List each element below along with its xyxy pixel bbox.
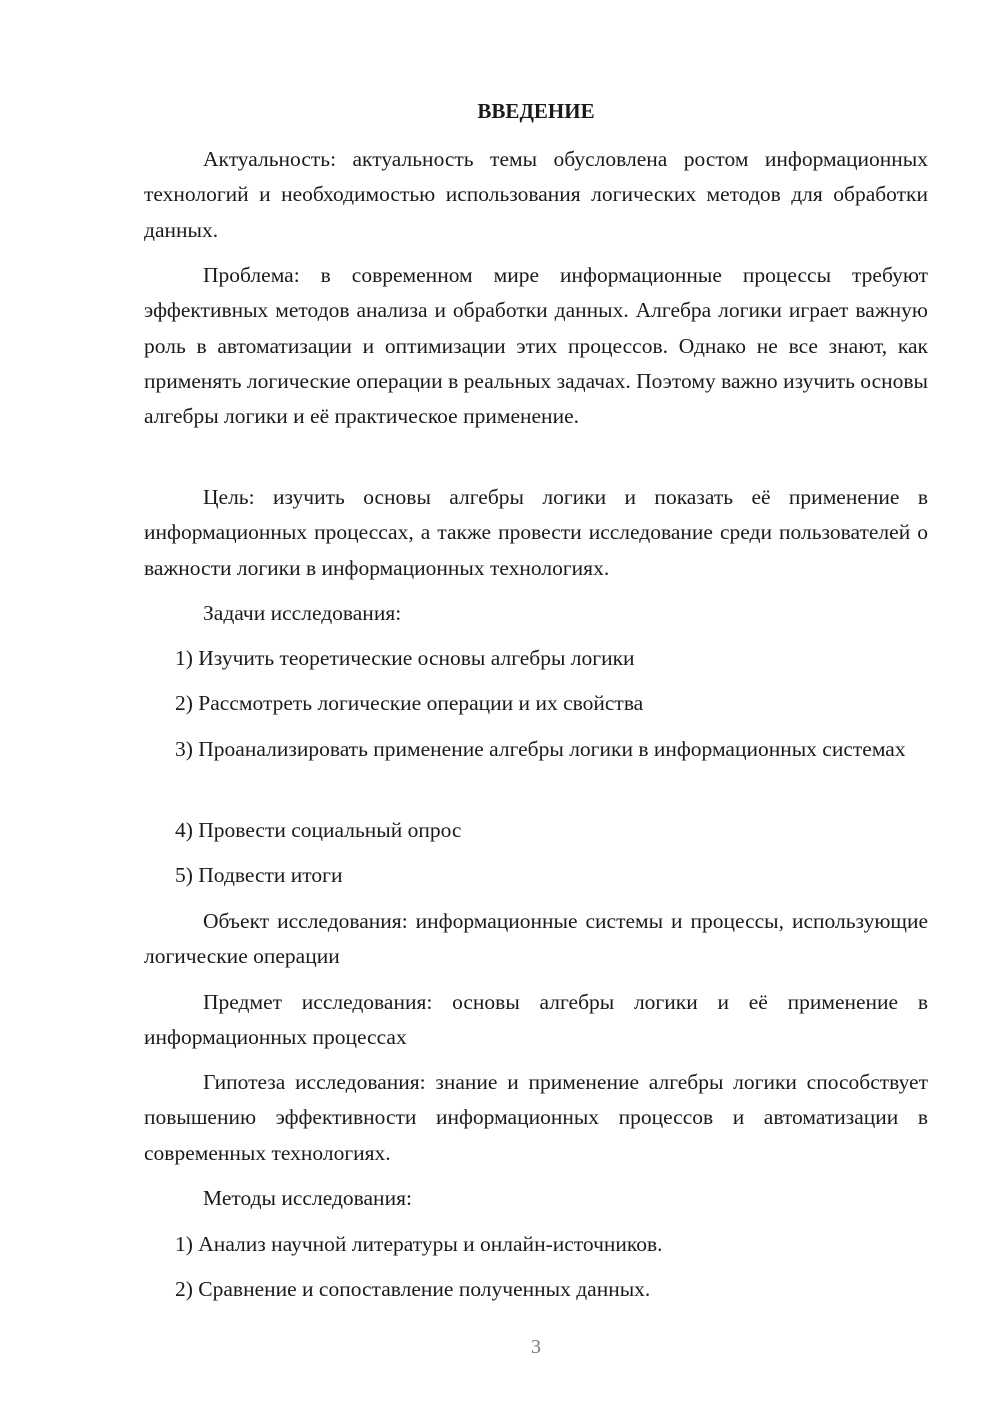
object-paragraph: Объект исследования: информационные системы и процессы, использующие логические операции (144, 909, 928, 969)
task-item: 1) Изучить теоретические основы алгебры логики (175, 646, 635, 670)
goal-paragraph: Цель: изучить основы алгебры логики и показать её применение в информационных процессах, а также провести исследование среди пользователей о важности логики в информационных технологиях. (144, 485, 928, 580)
page-number: 3 (531, 1336, 541, 1358)
hypothesis-paragraph: Гипотеза исследования: знание и применение алгебры логики способствует повышению эффективности информационных процессов и автоматизации в современных технологиях. (144, 1070, 928, 1165)
method-item: 2) Сравнение и сопоставление полученных данных. (175, 1277, 651, 1301)
section-title: ВВЕДЕНИЕ (477, 99, 595, 123)
task-item: 5) Подвести итоги (175, 863, 343, 887)
method-item: 1) Анализ научной литературы и онлайн-источников. (175, 1232, 663, 1256)
task-item: 2) Рассмотреть логические операции и их свойства (175, 691, 644, 715)
methods-heading: Методы исследования: (203, 1186, 412, 1210)
tasks-heading: Задачи исследования: (203, 601, 402, 625)
subject-paragraph: Предмет исследования: основы алгебры логики и её применение в информационных процессах (144, 990, 928, 1050)
task-item: 4) Провести социальный опрос (175, 818, 462, 842)
problem-paragraph: Проблема: в современном мире информационные процессы требуют эффективных методов анализа и обработки данных. Алгебра логики играет важную роль в автоматизации и оптимизации этих процессов. Однако не все знают, как применять логические операции в реальных задачах. Поэтому важно изучить основы алгебры логики и её практическое применение. (144, 263, 928, 429)
relevance-paragraph: Актуальность: актуальность темы обусловлена ростом информационных технологий и необходимостью использования логических методов для обработки данных. (144, 147, 928, 242)
task-item: 3) Проанализировать применение алгебры логики в информационных системах (175, 737, 906, 761)
